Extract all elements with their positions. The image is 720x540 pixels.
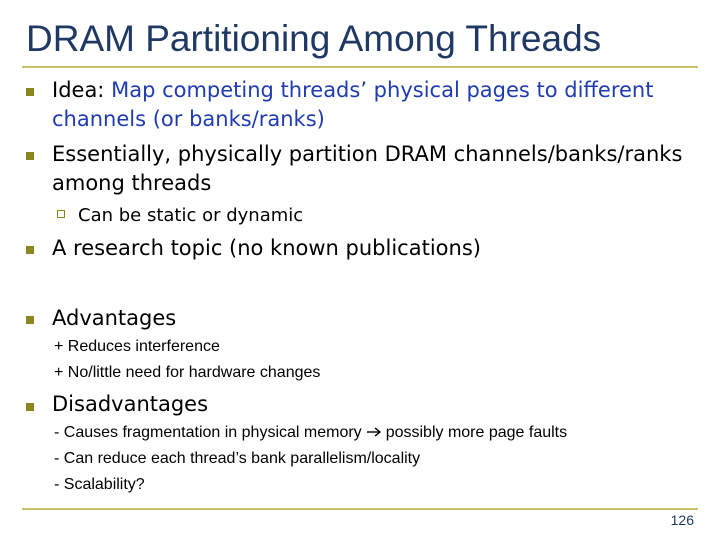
- bullet-disadvantages: Disadvantages: [52, 392, 209, 416]
- bullet-marker: [26, 316, 34, 324]
- bullet-marker: [26, 246, 34, 254]
- bullet-marker: [26, 88, 34, 96]
- bullet-marker: [26, 152, 34, 160]
- advantage-item: + Reduces interference: [54, 338, 220, 355]
- bullet-advantages: Advantages: [52, 306, 177, 330]
- bullet-idea: [52, 76, 653, 105]
- right-arrow-icon: [366, 420, 382, 446]
- idea-text-line1: Map competing threads’ physical pages to different: [111, 78, 654, 102]
- slide-title: DRAM Partitioning Among Threads: [26, 18, 602, 59]
- advantage-item: + No/little need for hardware changes: [54, 364, 321, 381]
- bullet-research-topic: A research topic (no known publications): [52, 236, 481, 260]
- disadvantage-item: - Can reduce each thread’s bank parallelism/locality: [54, 450, 421, 467]
- bullet-partition-line2: among threads: [52, 171, 212, 195]
- title-divider: [22, 66, 698, 68]
- bullet-partition-line1: Essentially, physically partition DRAM channels/banks/ranks: [52, 142, 683, 166]
- footer-divider: [22, 508, 698, 510]
- disadvantage-page-faults: possibly more page faults: [385, 424, 568, 441]
- page-number: 126: [670, 512, 694, 528]
- sub-bullet-marker: [57, 210, 65, 218]
- sub-bullet-static-dynamic: Can be static or dynamic: [78, 205, 304, 226]
- disadvantage-item: - Scalability?: [54, 476, 145, 493]
- disadvantage-fragmentation: - Causes fragmentation in physical memory: [54, 424, 362, 441]
- idea-text-line2: channels (or banks/ranks): [52, 107, 325, 131]
- bullet-marker: [26, 403, 34, 411]
- disadvantage-item: [54, 420, 567, 446]
- idea-label: Idea:: [52, 78, 105, 102]
